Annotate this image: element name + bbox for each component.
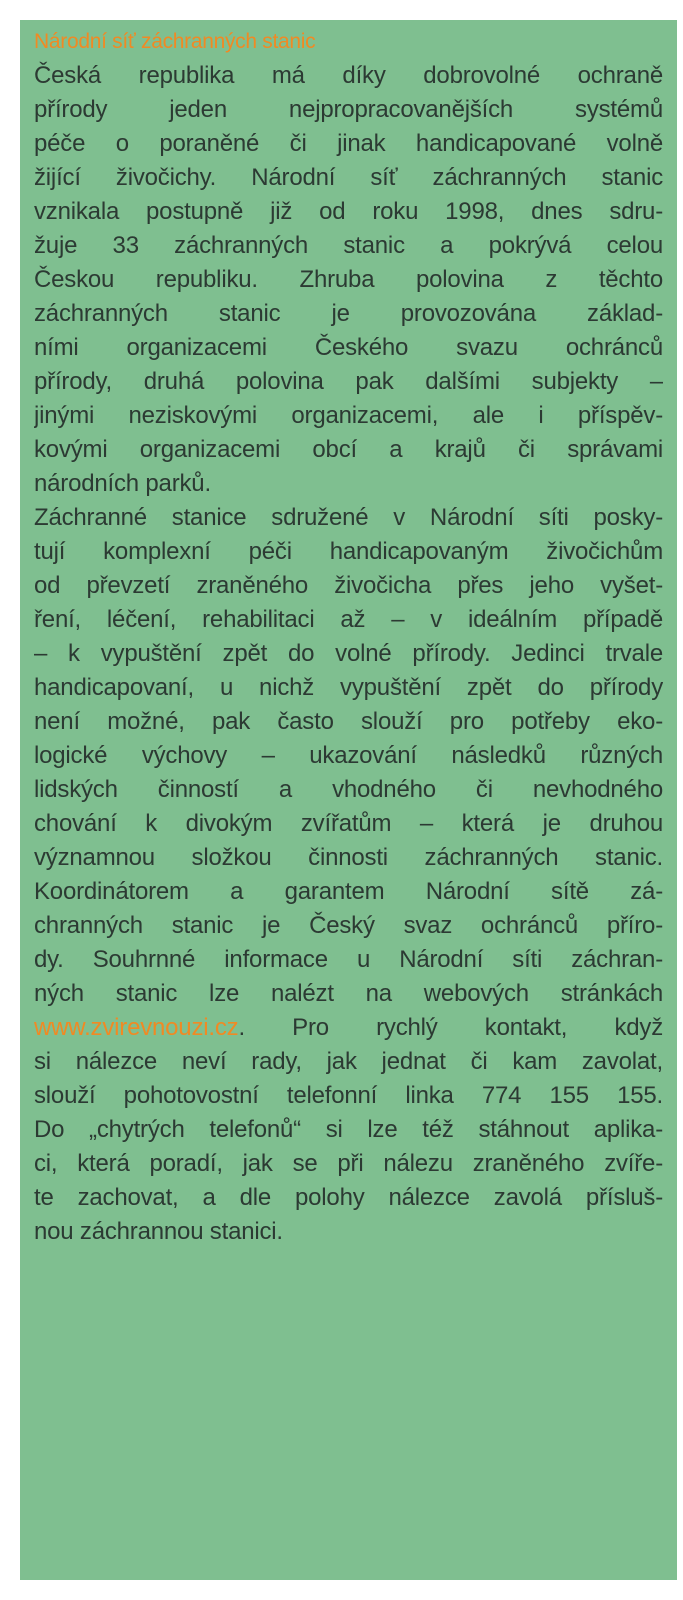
paragraph-2 — [34, 501, 663, 1249]
text-line: slouží pohotovostní telefonní linka 774 155 155. — [34, 1082, 663, 1109]
text-line: jinými neziskovými organizacemi, ale i příspěv- — [34, 402, 663, 429]
website-link[interactable]: www.zvirevnouzi.cz — [34, 1014, 239, 1041]
text-line: od převzetí zraněného živočicha přes jeho vyšet- — [34, 572, 663, 599]
text-line: Koordinátorem a garantem Národní sítě zá- — [34, 878, 663, 905]
box-title: Národní síť záchranných stanic — [34, 30, 316, 53]
text-line: ci, která poradí, jak se při nálezu zraněného zvíře- — [34, 1150, 663, 1177]
text-line: chování k divokým zvířatům – která je druhou — [34, 810, 663, 837]
link-trailing-text: . Pro rychlý kontakt, když — [238, 1014, 663, 1041]
text-line: není možné, pak často slouží pro potřeby eko- — [34, 708, 663, 735]
text-line: lidských činností a vhodného či nevhodného — [34, 776, 663, 803]
text-line: dy. Souhrnné informace u Národní síti záchran- — [34, 946, 663, 973]
text-line: významnou složkou činnosti záchranných stanic. — [34, 844, 663, 871]
text-line: Česká republika má díky dobrovolné ochraně — [34, 62, 663, 89]
text-line: žuje 33 záchranných stanic a pokrývá celou — [34, 232, 663, 259]
text-line: vznikala postupně již od roku 1998, dnes sdru- — [34, 198, 663, 225]
text-line: kovými organizacemi obcí a krajů či správami — [34, 436, 663, 463]
text-line: chranných stanic je Český svaz ochránců příro- — [34, 912, 663, 939]
text-line: tují komplexní péči handicapovaným živočichům — [34, 538, 663, 565]
info-box — [20, 20, 677, 1580]
text-line-with-link — [34, 1011, 663, 1045]
text-line: žijící živočichy. Národní síť záchranných stanic — [34, 164, 663, 191]
text-line: Do „chytrých telefonů“ si lze též stáhnout aplika- — [34, 1116, 663, 1143]
text-line: ných stanic lze nalézt na webových stránkách — [34, 980, 663, 1007]
text-line: te zachovat, a dle polohy nálezce zavolá přísluš- — [34, 1184, 663, 1211]
text-line: si nálezce neví rady, jak jednat či kam zavolat, — [34, 1048, 663, 1075]
text-line: péče o poraněné či jinak handicapované volně — [34, 130, 663, 157]
text-line: národních parků. — [34, 470, 211, 497]
text-line: ření, léčení, rehabilitaci až – v ideálním případě — [34, 606, 663, 633]
text-line: logické výchovy – ukazování následků různých — [34, 742, 663, 769]
text-line: záchranných stanic je provozována základ- — [34, 300, 663, 327]
text-line: Českou republiku. Zhruba polovina z těchto — [34, 266, 663, 293]
text-line: přírody jeden nejpropracovanějších systémů — [34, 96, 663, 123]
paragraph-1 — [34, 59, 663, 501]
text-line: Záchranné stanice sdružené v Národní síti posky- — [34, 504, 663, 531]
text-line: handicapovaní, u nichž vypuštění zpět do přírody — [34, 674, 663, 701]
text-line: – k vypuštění zpět do volné přírody. Jedinci trvale — [34, 640, 663, 667]
text-line: ními organizacemi Českého svazu ochránců — [34, 334, 663, 361]
text-line: nou záchrannou stanici. — [34, 1218, 283, 1245]
text-line: přírody, druhá polovina pak dalšími subjekty – — [34, 368, 663, 395]
